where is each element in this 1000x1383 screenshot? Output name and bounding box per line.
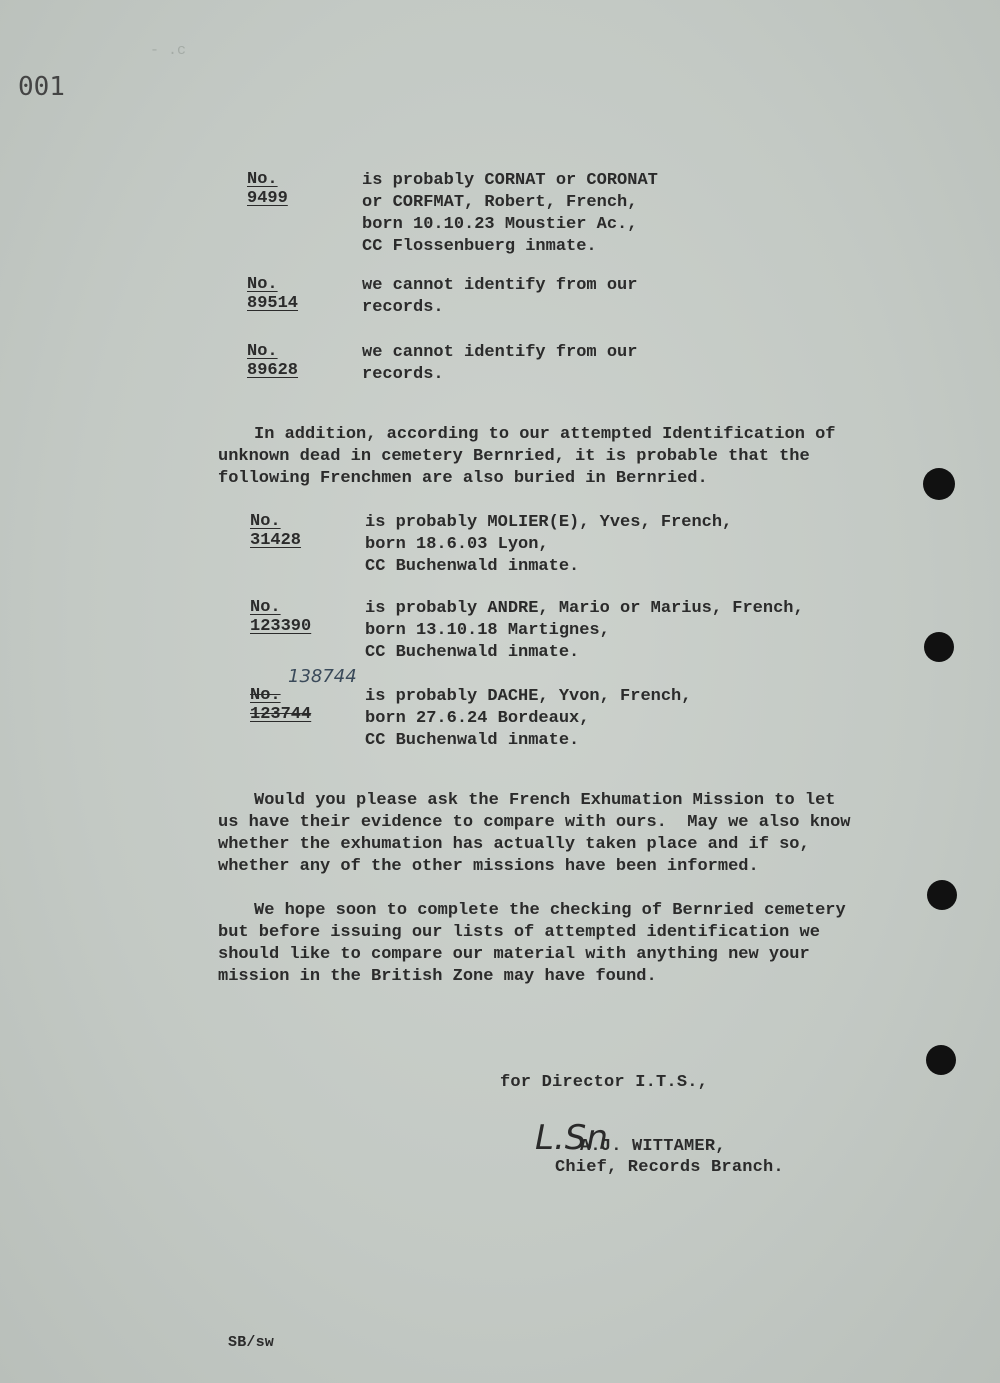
- handwritten-initials: L.Sn: [535, 1118, 608, 1158]
- entry-text: we cannot identify from our records.: [362, 343, 638, 384]
- entry-text: is probably DACHE, Yvon, French, born 27.6.24 Bordeaux, CC Buchenwald inmate.: [365, 687, 692, 750]
- entry-number: No. 89628: [247, 342, 299, 380]
- punch-hole: [923, 468, 955, 500]
- entry-text: is probably MOLIER(E), Yves, French, born 18.6.03 Lyon, CC Buchenwald inmate.: [365, 513, 733, 576]
- signature-title: Chief, Records Branch.: [555, 1158, 784, 1177]
- page-number: 001: [18, 72, 65, 102]
- handwritten-correction: 138744: [288, 666, 357, 687]
- reference-initials: SB/sw: [228, 1334, 275, 1351]
- punch-hole: [927, 880, 957, 910]
- entry-number: No. 123390: [250, 598, 312, 636]
- entry-number: No. 9499: [247, 170, 288, 208]
- entry-number: No. 89514: [247, 275, 299, 313]
- paragraph-hope: We hope soon to complete the checking of Bernried cemetery but before issuing our lists of attempted identification we should like to compare our material with anything new your mission in the British Zone may have found.: [218, 901, 846, 986]
- entry-text: we cannot identify from our records.: [362, 276, 638, 317]
- entry-text: is probably CORNAT or CORONAT or CORFMAT, Robert, French, born 10.10.23 Moustier Ac., CC Flossenbuerg inmate.: [362, 171, 658, 256]
- signature-for-line: for Director I.T.S.,: [500, 1073, 709, 1092]
- entry-number: No. 31428: [250, 512, 302, 550]
- top-marks: - .c: [150, 42, 187, 59]
- punch-hole: [926, 1045, 956, 1075]
- signature-name: A.J. WITTAMER,: [580, 1137, 726, 1156]
- paragraph-request: Would you please ask the French Exhumation Mission to let us have their evidence to compare with ours. May we also know whether the exhumation has actually taken place and if so, whether any of the other missions have been informed.: [218, 791, 851, 876]
- paragraph-addition: In addition, according to our attempted Identification of unknown dead in cemetery Bernried, it is probable that the following Frenchmen are also buried in Bernried.: [218, 425, 836, 488]
- punch-hole: [924, 632, 954, 662]
- entry-text: is probably ANDRE, Mario or Marius, French, born 13.10.18 Martignes, CC Buchenwald inmate.: [365, 599, 804, 662]
- entry-number: No. 123744: [250, 686, 312, 724]
